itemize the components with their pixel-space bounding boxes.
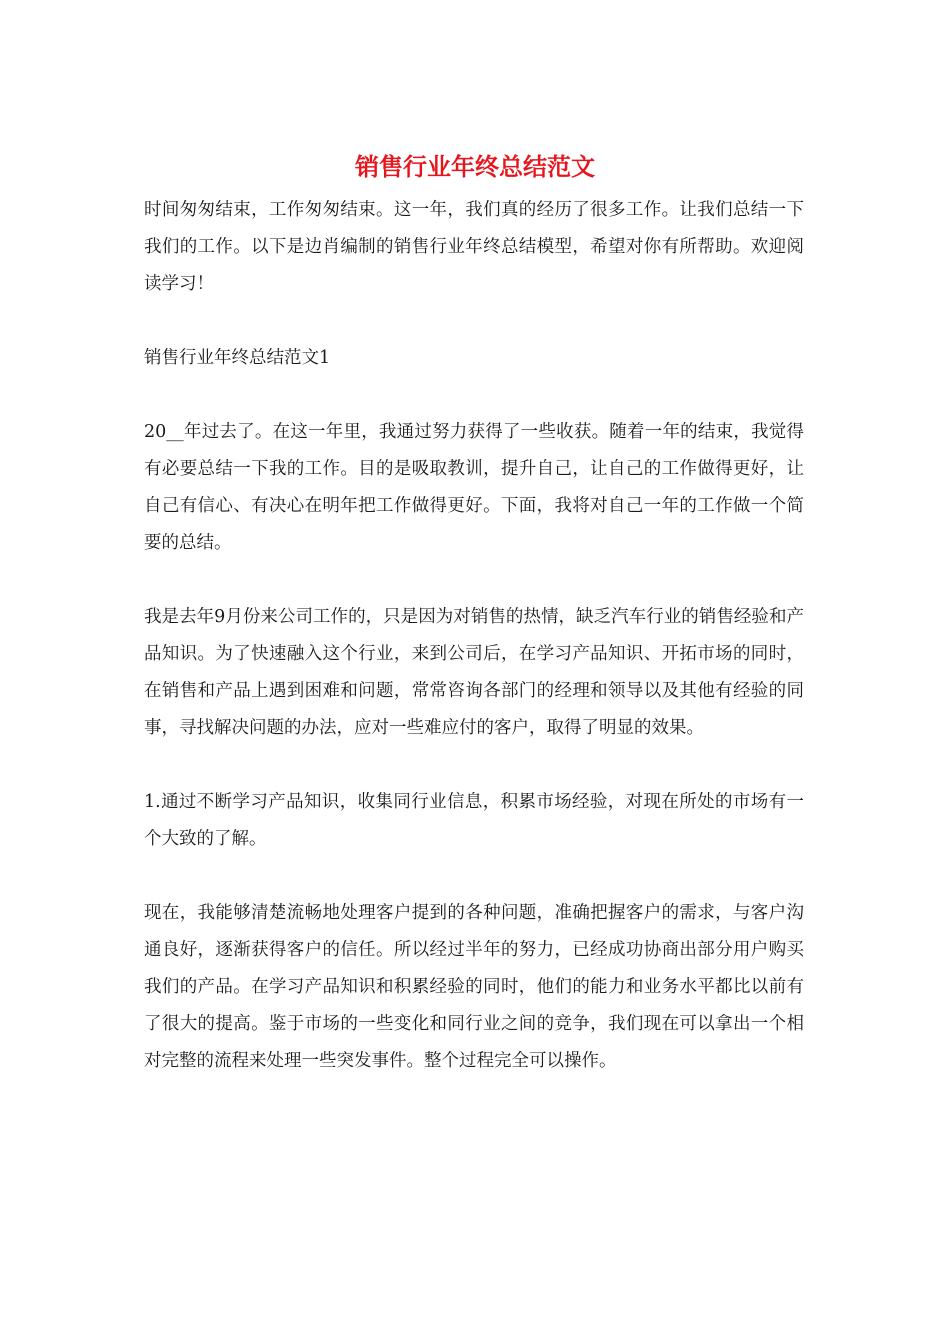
body-paragraph: 我是去年9月份来公司工作的，只是因为对销售的热情，缺乏汽车行业的销售经验和产品知识。为了快速融入这个行业，来到公司后，在学习产品知识、开拓市场的同时，在销售和产品上遇到困难和问题，常常咨询各部门的经理和领导以及其他有经验的同事，寻找解决问题的办法，应对一些难应付的客户，取得了明显的效果。	[144, 607, 804, 738]
body-paragraph: 20__年过去了。在这一年里，我通过努力获得了一些收获。随着一年的结束，我觉得有必要总结一下我的工作。目的是吸取教训，提升自己，让自己的工作做得更好，让自己有信心、有决心在明年把工作做得更好。下面，我将对自己一年的工作做一个简要的总结。	[144, 422, 804, 553]
document-title: 销售行业年终总结范文	[355, 153, 595, 181]
list-item-paragraph: 1.通过不断学习产品知识，收集同行业信息，积累市场经验，对现在所处的市场有一个大致的了解。	[144, 792, 804, 849]
section-heading: 销售行业年终总结范文1	[144, 348, 331, 368]
intro-paragraph: 时间匆匆结束，工作匆匆结束。这一年，我们真的经历了很多工作。让我们总结一下我们的工作。以下是边肖编制的销售行业年终总结模型，希望对你有所帮助。欢迎阅读学习！	[144, 200, 804, 294]
document-body	[144, 192, 804, 1080]
body-paragraph: 现在，我能够清楚流畅地处理客户提到的各种问题，准确把握客户的需求，与客户沟通良好，逐渐获得客户的信任。所以经过半年的努力，已经成功协商出部分用户购买我们的产品。在学习产品知识和积累经验的同时，他们的能力和业务水平都比以前有了很大的提高。鉴于市场的一些变化和同行业之间的竞争，我们现在可以拿出一个相对完整的流程来处理一些突发事件。整个过程完全可以操作。	[144, 903, 804, 1071]
